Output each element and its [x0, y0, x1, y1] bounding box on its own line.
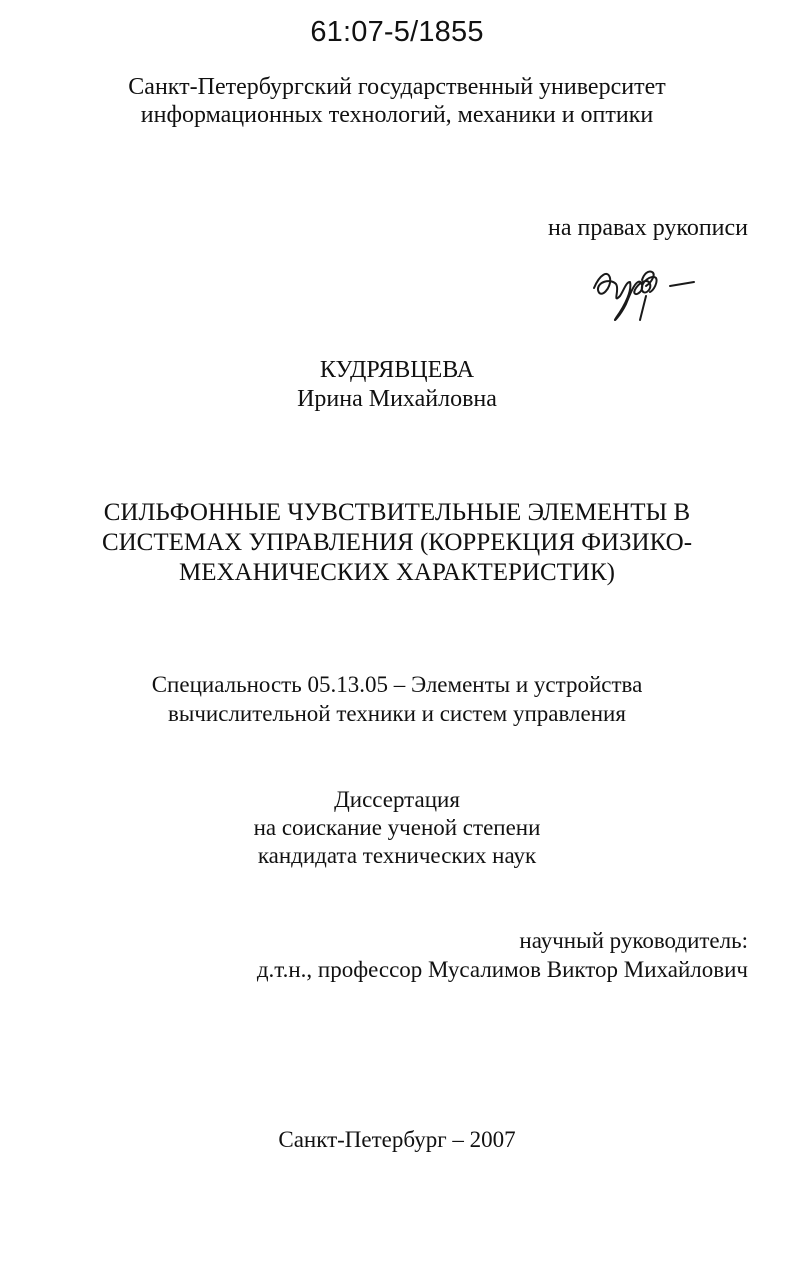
manuscript-rights: на правах рукописи [548, 215, 748, 241]
supervisor-name: д.т.н., профессор Мусалимов Виктор Михайлович [256, 957, 748, 982]
specialty-line-2: вычислительной техники и систем управления [168, 701, 626, 726]
dissertation-title-line-2: СИСТЕМАХ УПРАВЛЕНИЯ (КОРРЕКЦИЯ ФИЗИКО- [101, 529, 693, 556]
place-and-year: Санкт-Петербург – 2007 [278, 1127, 516, 1152]
degree-line-2: на соискание ученой степени [253, 815, 541, 840]
degree-line-1: Диссертация [334, 787, 460, 812]
dissertation-title-line-3: МЕХАНИЧЕСКИХ ХАРАКТЕРИСТИК) [179, 559, 615, 586]
university-line-1: Санкт-Петербургский государственный университет [128, 74, 666, 100]
degree-line-3: кандидата технических наук [257, 843, 537, 868]
specialty-line-1: Специальность 05.13.05 – Элементы и устройства [151, 672, 643, 697]
author-surname: КУДРЯВЦЕВА [319, 357, 475, 383]
registry-number: 61:07-5/1855 [310, 16, 484, 48]
supervisor-label: научный руководитель: [519, 928, 748, 953]
author-signature [586, 260, 706, 326]
dissertation-title-line-1: СИЛЬФОННЫЕ ЧУВСТВИТЕЛЬНЫЕ ЭЛЕМЕНТЫ В [103, 499, 691, 526]
author-name: Ирина Михайловна [297, 386, 497, 412]
university-line-2: информационных технологий, механики и оптики [140, 102, 654, 128]
